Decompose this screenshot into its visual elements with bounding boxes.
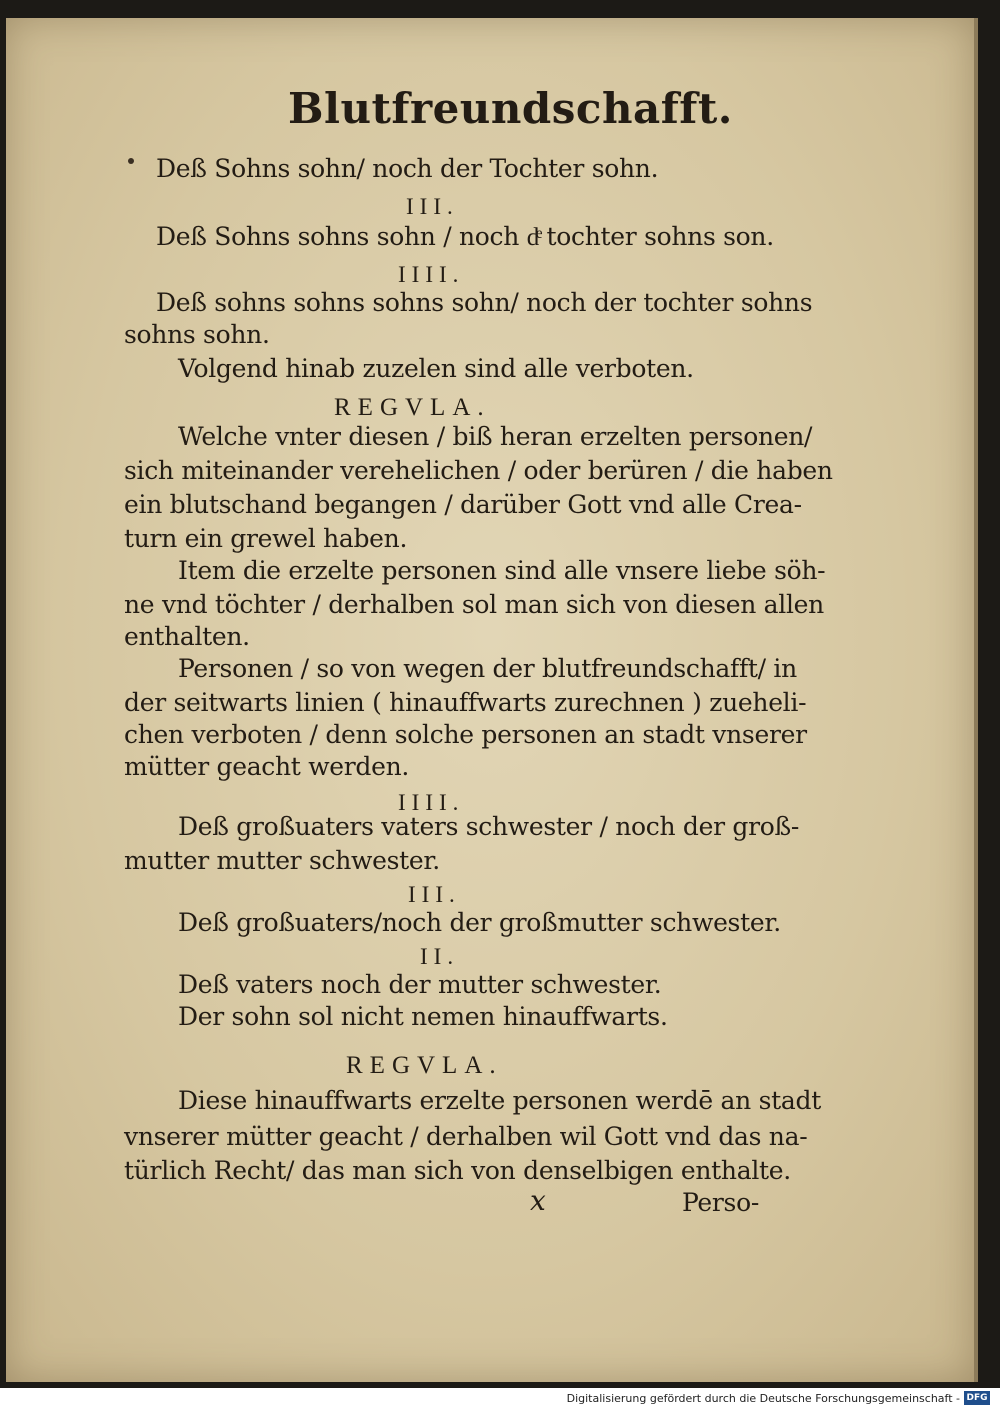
text-line: Personen / so von wegen der blutfreundschafft/ in bbox=[178, 654, 797, 683]
text-line: Welche vnter diesen / biß heran erzelten personen/ bbox=[178, 422, 813, 451]
section-number: III. bbox=[406, 194, 459, 219]
signature-mark: x bbox=[530, 1184, 546, 1217]
dfg-logo: DFG bbox=[964, 1391, 990, 1405]
section-number: III. bbox=[408, 882, 461, 907]
text-line: Deß vaters noch der mutter schwester. bbox=[178, 970, 662, 999]
catchword: Perso- bbox=[682, 1188, 759, 1217]
text-line: Der sohn sol nicht nemen hinauffwarts. bbox=[178, 1002, 668, 1031]
text-line: Deß Sohns sohn/ noch der Tochter sohn. bbox=[156, 154, 659, 183]
regula-heading: REGVLA. bbox=[334, 394, 491, 421]
text-line: Item die erzelte personen sind alle vnsere liebe söh- bbox=[178, 556, 826, 585]
text-line: vnserer mütter geacht / derhalben wil Gott vnd das na- bbox=[124, 1122, 808, 1151]
text-line: Deß sohns sohns sohns sohn/ noch der tochter sohns bbox=[156, 288, 813, 317]
text-line: Deß Sohns sohns sohn / noch dͤ tochter sohns son. bbox=[156, 222, 774, 251]
text-line: Diese hinauffwarts erzelte personen werdē an stadt bbox=[178, 1086, 821, 1115]
page-edge bbox=[974, 18, 978, 1382]
text-line: Deß großuaters/noch der großmutter schwester. bbox=[178, 908, 781, 937]
ink-mark bbox=[128, 158, 134, 164]
funding-credit: Digitalisierung gefördert durch die Deutsche Forschungsgemeinschaft - bbox=[566, 1392, 960, 1405]
text-line: mütter geacht werden. bbox=[124, 752, 410, 781]
page-text bbox=[6, 18, 974, 1382]
text-line: enthalten. bbox=[124, 622, 250, 651]
text-line: mutter mutter schwester. bbox=[124, 846, 440, 875]
text-line: turn ein grewel haben. bbox=[124, 524, 408, 553]
text-line: ein blutschand begangen / darüber Gott vnd alle Crea- bbox=[124, 490, 802, 519]
text-line: sohns sohn. bbox=[124, 320, 270, 349]
regula-heading: REGVLA. bbox=[346, 1052, 503, 1079]
text-line: ne vnd töchter / derhalben sol man sich von diesen allen bbox=[124, 590, 824, 619]
text-line: türlich Recht/ das man sich von denselbigen enthalte. bbox=[124, 1156, 791, 1185]
book-page bbox=[6, 18, 974, 1382]
page-title: Blutfreundschafft. bbox=[288, 84, 733, 133]
text-line: chen verboten / denn solche personen an stadt vnserer bbox=[124, 720, 807, 749]
text-line: sich miteinander verehelichen / oder berüren / die haben bbox=[124, 456, 833, 485]
section-number: II. bbox=[420, 944, 460, 969]
text-line: Volgend hinab zuzelen sind alle verboten. bbox=[178, 354, 694, 383]
text-line: Deß großuaters vaters schwester / noch der groß- bbox=[178, 812, 800, 841]
section-number: IIII. bbox=[398, 790, 465, 815]
section-number: IIII. bbox=[398, 262, 465, 287]
text-line: der seitwarts linien ( hinauffwarts zurechnen ) zueheli- bbox=[124, 688, 807, 717]
